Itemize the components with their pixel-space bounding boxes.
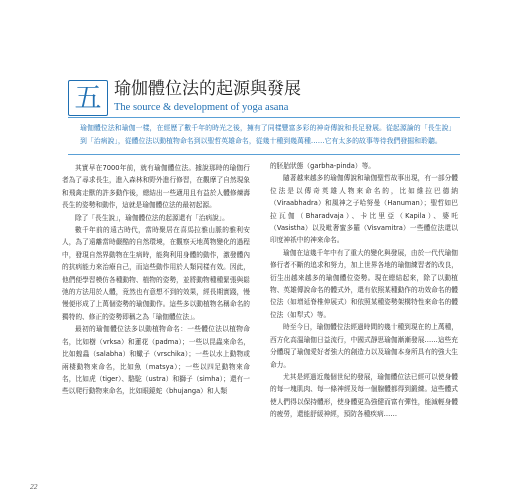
page-number: 22 — [30, 482, 38, 491]
chapter-intro: 瑜伽體位法和瑜伽一樣，在經歷了數千年的時光之後，擁有了同樣豐富多彩的神奇傳說和長足發展。從起源論的「長生說」到「治病說」，從體位法以動植物命名到以聖哲英雄命名，從幾十種到幾萬種……它有太多的故事等待我們發掘和聆聽。 — [80, 124, 452, 145]
chapter-number-badge — [68, 80, 108, 116]
left-column — [62, 162, 250, 398]
paragraph: 除了「長生說」，瑜伽體位法的起源還有「治病說」。 — [75, 213, 229, 222]
intro-bottom-rule — [68, 154, 460, 155]
paragraph: 的胚胎狀態（garbha-pinda）等。 — [270, 162, 375, 170]
chapter-number: 五 — [74, 82, 102, 114]
paragraph: 數千年前的遠古時代，當時聚居在喜馬拉雅山脈的雅利安人，為了遠離當時嚴酷的自然環境，在觀察天地萬物變化的過程中，發現自然界動物在生病時，能夠利用身體的動作，激發體內的抗病能力來治療自己，而這些動作用於人類同樣有效。因此，他們便學習模仿各種動物、植物的姿勢，並將動物種種緊張與鬆弛的方法用於人體，竟然也有意想不到的效果，經長期實踐，慢慢便形成了上萬個姿勢的瑜伽動作。這些多以動植物名稱命名的獨特的、修正的姿勢即稱之為「瑜伽體位法」。 — [62, 226, 250, 321]
paragraph: 瑜伽在這幾千年中有了重大的變化與發展，由於一代代瑜伽修行者不斷的追求和努力，加上世界各地的瑜伽練習者的改良，衍生出越來越多的瑜伽體位姿勢。現在總結起來，除了以動植物、英雄傳說命名的體式外，還有依照某種動作的功效命名的體位法（如增延脊椎伸展式）和依照某種姿勢架構特性來命名的體位法（如犁式）等。 — [270, 248, 458, 319]
intro-top-rule — [68, 117, 460, 118]
right-column — [270, 160, 458, 421]
paragraph: 時至今日，瑜伽體位法經過時間的幾十種到現在的上萬種，西方化高溫瑜伽日益流行，中國式靜思瑜伽漸漸發展……這些充分體現了瑜伽愛好者強大的創造力以及瑜伽本身所具有的強大生命力。 — [270, 323, 458, 369]
paragraph: 其實早在7000年前，就有瑜伽體位法。據說那時的瑜伽行者為了尋求長生，進入森林和野外進行修習，在觀摩了自然現象和飛禽走獸的許多動作後，總結出一些適用且有益於人體修煉壽長生的姿勢和動作，這就是瑜伽體位法的最初起源。 — [62, 164, 250, 210]
paragraph: 尤其是經過近幾個世紀的發展，瑜伽體位法已經可以使身體的每一塊肌肉、每一條神經及每一個腺體都得到鍛練。這些體式使人們得以保持體形，使身體更為強健而富有彈性，能減輕身體的疲勞，還能舒緩神經，預防各種疾病…… — [270, 372, 458, 419]
chapter-title: 瑜伽體位法的起源與發展 — [114, 79, 301, 99]
paragraph: 最初的瑜伽體位法多以動植物命名：一些體位法以植物命名，比如樹（vrksa）和蓮花（padma）；一些以昆蟲來命名，比如蝗蟲（salabha）和蠍子（vrschika）；一些以水上動物或兩棲動物來命名，比如魚（matsya）；一些以四足動物來命名，比如虎（tiger）、駱駝（ustra）和獅子（simha）；還有一些以爬行動物來命名，比如眼鏡蛇（bhujanga）和人類 — [62, 325, 250, 396]
paragraph: 隨著越來越多的瑜伽傳說和瑜伽聖哲故事出現，有一部分體位法是以傳奇英雄人物來命名的，比如維拉巴德納（Viraabhadra）和風神之子哈努曼（Hanuman）；聖哲如巴拉瓦伽（Bharadvaja）、卡比里亞（Kapila）、婆吒（Vasistha）以及毗奢蜜多羅（Visvamitra）一些體位法還以印度神祇中的神來命名。 — [270, 174, 458, 245]
chapter-subtitle: The source & development of yoga asana — [114, 102, 289, 113]
